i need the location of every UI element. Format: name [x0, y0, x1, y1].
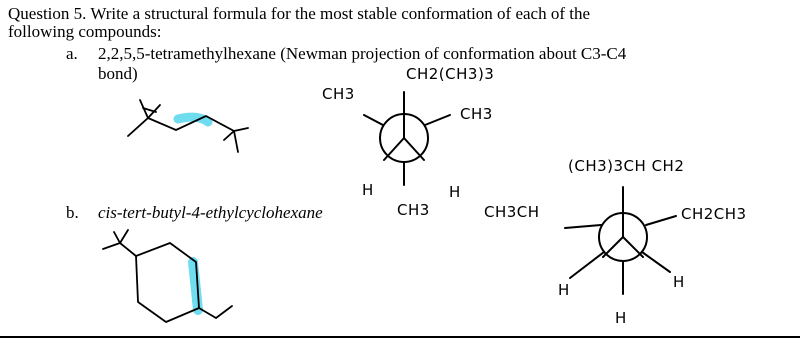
- label-a-top-group: CH2(CH3)3: [406, 65, 495, 83]
- label-b-top-group: (CH3)3CH CH2: [568, 157, 685, 175]
- label-a-h-right: H: [449, 183, 461, 201]
- part-a-text-line-1: 2,2,5,5-tetramethylhexane (Newman projection of conformation about C3-C4: [98, 44, 627, 63]
- label-b-h-left: H: [558, 281, 570, 299]
- label-b-right-group: CH2CH3: [681, 205, 747, 223]
- part-a-text-line-2: bond): [98, 64, 138, 83]
- question-line-1: Question 5. Write a structural formula for the most stable conformation of each of the: [8, 4, 591, 23]
- label-a-ch3-right: CH3: [460, 105, 493, 123]
- label-a-ch3-left: CH3: [322, 85, 355, 103]
- label-b-left-group: CH3CH: [484, 203, 540, 221]
- part-b-text: cis-tert-butyl-4-ethylcyclohexane: [98, 203, 323, 222]
- part-a-marker: a.: [66, 44, 78, 63]
- part-a-newman-projection: [364, 92, 450, 185]
- part-b-newman-projection: [565, 187, 676, 294]
- part-b-cyclohexane: [103, 230, 232, 322]
- bottom-divider: [0, 336, 800, 338]
- label-b-h-bottom: H: [615, 309, 627, 327]
- part-b-marker: b.: [66, 203, 79, 222]
- question-line-2: following compounds:: [8, 22, 162, 41]
- label-a-ch3-bottom: CH3: [397, 201, 430, 219]
- label-a-h-left: H: [362, 181, 374, 199]
- part-a-skeletal-formula: [128, 100, 248, 152]
- label-b-h-right: H: [673, 273, 685, 291]
